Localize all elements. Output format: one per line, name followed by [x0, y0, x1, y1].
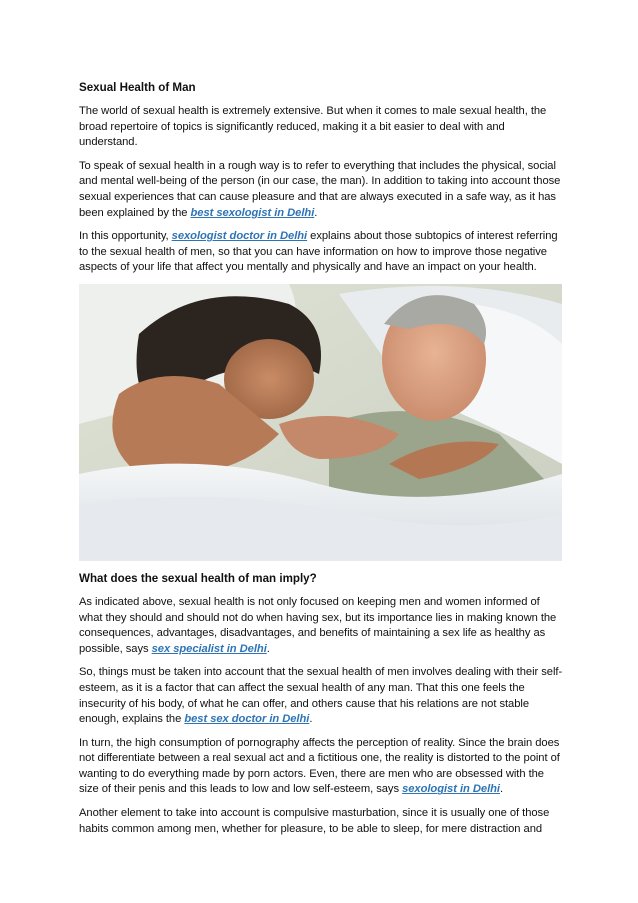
- sexologist-doctor-link[interactable]: sexologist doctor in Delhi: [171, 230, 308, 243]
- document-body: [79, 80, 564, 845]
- page-title: Sexual Health of Man: [79, 81, 196, 94]
- section-paragraph-4: Another element to take into account is compulsive masturbation, since it is usually one of those habits common among men, whether for pleasure, to be able to sleep, for mere distraction and: [79, 807, 550, 835]
- section-paragraph-1: [79, 595, 564, 657]
- section-paragraph-2: [79, 665, 564, 727]
- paragraph-text: To speak of sexual health in a rough way is to refer to everything that includes the physical, social and mental well-being of the person (in our case, the man). In addition to taking into account those sexual experiences that can cause pleasure and that are always executed in a safe way, as it has been explained by the: [79, 159, 561, 219]
- paragraph-text: .: [499, 783, 504, 796]
- paragraph-text: So, things must be taken into account that the sexual health of men involves dealing with their self-esteem, as it is a factor that can affect the sexual health of any man. That this one feels the insecurity of his body, of what he can offer, and others cause that his relations are not stable enough, explains the: [79, 666, 563, 726]
- intro-paragraph-2: [79, 159, 564, 221]
- paragraph-text: explains about those subtopics of interest referring to the sexual health of men, so that you can have information on how to improve those negative aspects of your life that affect you mentally and physically and have an impact on your health.: [79, 230, 558, 274]
- intro-paragraph-1: The world of sexual health is extremely extensive. But when it comes to male sexual health, the broad repertoire of topics is significantly reduced, making it a bit easier to deal with and understand.: [79, 105, 547, 149]
- paragraph-text: .: [266, 642, 270, 655]
- paragraph-text: In this opportunity,: [79, 230, 172, 243]
- best-sexologist-link[interactable]: best sexologist in Delhi: [190, 206, 315, 219]
- intro-paragraph-3: [79, 229, 564, 276]
- paragraph-text: .: [314, 206, 318, 219]
- section-heading: What does the sexual health of man imply?: [79, 571, 317, 585]
- paragraph-text: As indicated above, sexual health is not only focused on keeping men and women informed of what they should and should not do when having sex, but its importance lies in making known the consequences, advantages, disadvantages, and benefits of maintaining a sex life as healthy as possible, says: [79, 595, 557, 655]
- sex-specialist-link[interactable]: sex specialist in Delhi: [151, 642, 267, 655]
- best-sex-doctor-link[interactable]: best sex doctor in Delhi: [184, 713, 310, 726]
- couple-in-bed-photo: [79, 284, 562, 561]
- paragraph-text: In turn, the high consumption of pornography affects the perception of reality. Since the brain does not differentiate between a real sexual act and a fictitious one, the reality is distorted to the point of wanting to do everything made by porn actors. Even, there are men who are obsessed with the size of their penis and this leads to low and low self-esteem, says: [79, 736, 560, 796]
- sexologist-link[interactable]: sexologist in Delhi: [402, 783, 500, 796]
- paragraph-text: .: [309, 713, 313, 726]
- section-paragraph-3: [79, 736, 564, 798]
